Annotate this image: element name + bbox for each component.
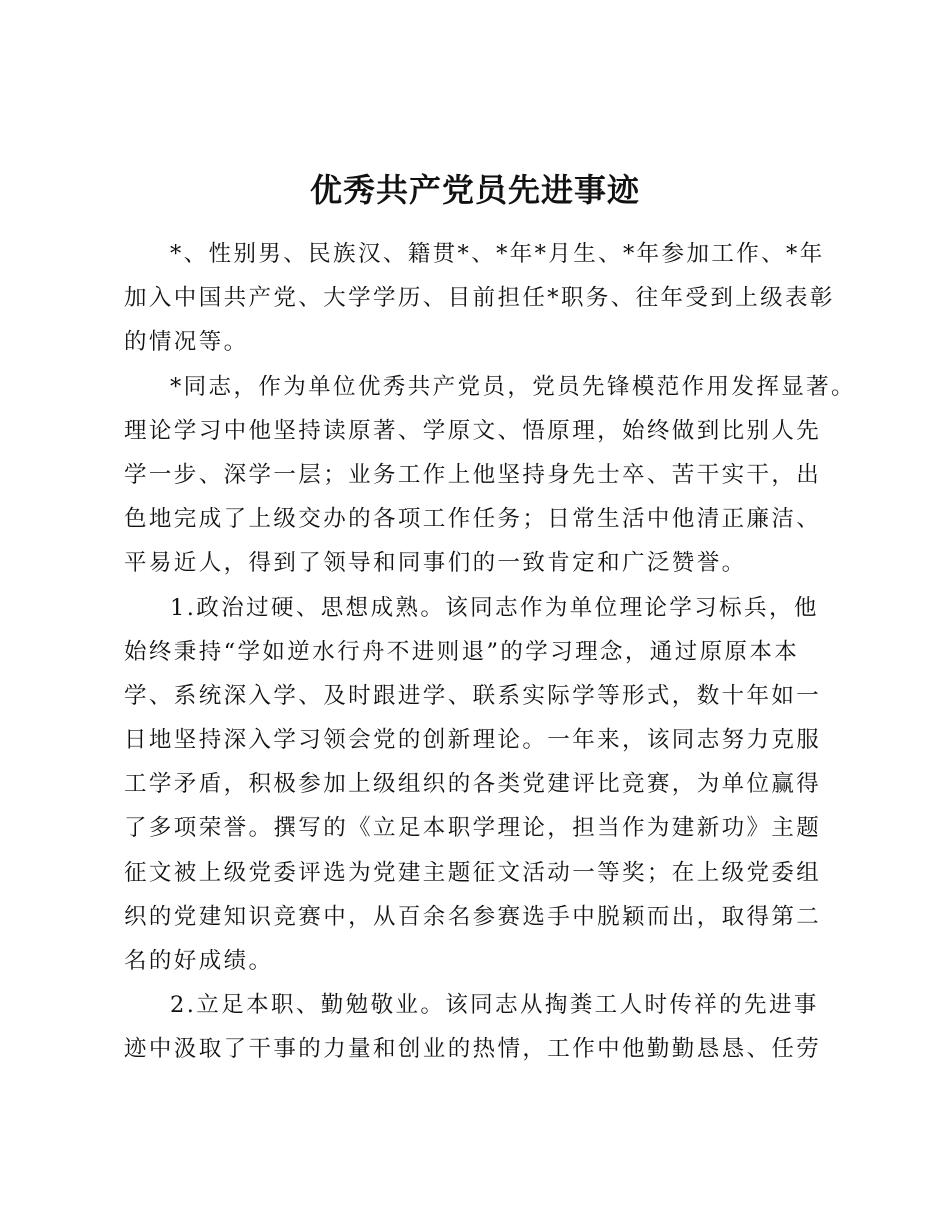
paragraph-2-line-5: 平易近人，得到了领导和同事们的一致肯定和广泛赞誉。 bbox=[124, 550, 747, 577]
paragraph-1-line-3: 的情况等。 bbox=[124, 329, 249, 356]
paragraph-1-line-2: 加入中国共产党、大学学历、目前担任*职务、往年受到上级表彰 bbox=[124, 285, 835, 312]
document-title: 优秀共产党员先进事迹 bbox=[309, 171, 640, 209]
paragraph-3-line-3: 学、系统深入学、及时跟进学、联系实际学等形式，数十年如一 bbox=[124, 682, 822, 709]
paragraph-4-line-1: 2.立足本职、勤勉敬业。该同志从掏粪工人时传祥的先进事 bbox=[170, 992, 819, 1019]
paragraph-2-line-4: 色地完成了上级交办的各项工作任务；日常生活中他清正廉洁、 bbox=[124, 506, 822, 533]
paragraph-2-line-3: 学一步、深学一层；业务工作上他坚持身先士卒、苦干实干，出 bbox=[124, 461, 822, 488]
paragraph-4-line-2: 迹中汲取了干事的力量和创业的热情，工作中他勤勤恳恳、任劳 bbox=[124, 1036, 822, 1063]
paragraph-3-line-4: 日地坚持深入学习领会党的创新理论。一年来，该同志努力克服 bbox=[124, 727, 822, 754]
paragraph-3-line-9: 名的好成绩。 bbox=[124, 948, 274, 974]
paragraph-2-line-2: 理论学习中他坚持读原著、学原文、悟原理，始终做到比别人先 bbox=[124, 417, 822, 444]
paragraph-3-line-7: 征文被上级党委评选为党建主题征文活动一等奖；在上级党委组 bbox=[124, 859, 822, 886]
paragraph-1-line-1: *、性别男、民族汉、籍贯*、*年*月生、*年参加工作、*年 bbox=[170, 241, 825, 267]
paragraph-3-line-1: 1.政治过硬、思想成熟。该同志作为单位理论学习标兵，他 bbox=[170, 594, 819, 621]
paragraph-2-line-1: *同志，作为单位优秀共产党员，党员先锋模范作用发挥显著。 bbox=[170, 373, 856, 400]
paragraph-3-line-5: 工学矛盾，积极参加上级组织的各类党建评比竞赛，为单位赢得 bbox=[124, 771, 822, 798]
paragraph-3-line-8: 织的党建知识竞赛中，从百余名参赛选手中脱颖而出，取得第二 bbox=[124, 903, 822, 930]
paragraph-3-line-2: 始终秉持“学如逆水行舟不进则退”的学习理念，通过原原本本 bbox=[124, 638, 800, 665]
document-body bbox=[124, 232, 856, 1072]
paragraph-3-line-6: 了多项荣誉。撰写的《立足本职学理论，担当作为建新功》主题 bbox=[124, 815, 822, 842]
